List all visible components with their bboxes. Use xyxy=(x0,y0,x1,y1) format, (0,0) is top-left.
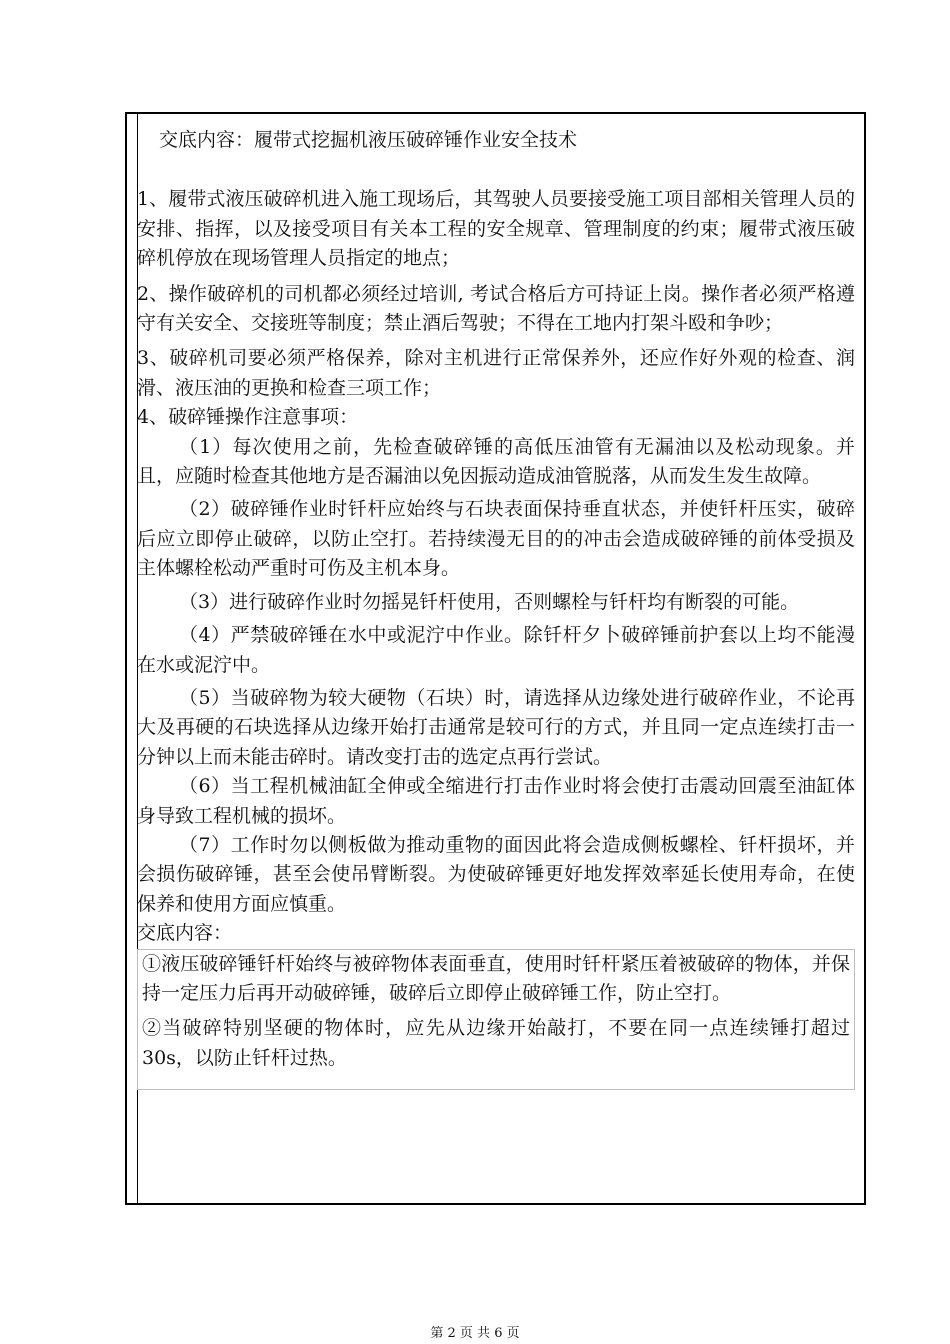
subitem-4: （4）严禁破碎锤在水中或泥泞中作业。除钎杆夕卜破碎锤前护套以上均不能漫在水或泥泞中。 xyxy=(137,624,855,676)
section2-label: 交底内容： xyxy=(137,922,233,945)
subitem-6: （6）当工程机械油缸全伸或全缩进行打击作业时将会使打击震动回震至油缸体身导致工程机械的损坏。 xyxy=(137,775,855,827)
item-3: 3、破碎机司要必须严格保养，除对主机进行正常保养外，还应作好外观的检查、润滑、液压油的更换和检查三项工作； xyxy=(137,347,855,399)
boxed-item-1: ①液压破碎锤钎杆始终与被碎物体表面垂直，使用时钎杆紧压着被破碎的物体，并保持一定压力后再开动破碎锤，破碎后立即停止破碎锤工作，防止空打。 xyxy=(142,952,850,1004)
item-1: 1、履带式液压破碎机进入施工现场后，其驾驶人员要接受施工项目部相关管理人员的安排、指挥，以及接受项目有关本工程的安全规章、管理制度的约束；履带式液压破碎机停放在现场管理人员指定的地点； xyxy=(137,188,855,270)
section-title: 交底内容：履带式挖掘机液压破碎锤作业安全技术 xyxy=(159,129,578,151)
subitem-1: （1）每次使用之前，先检查破碎锤的高低压油管有无漏油以及松动现象。并且，应随时检查其他地方是否漏油以免因振动造成油管脱落，从而发生发生故障。 xyxy=(137,435,855,488)
content-table-frame xyxy=(125,112,866,1205)
content-cell xyxy=(137,126,855,1090)
item-4: 4、破碎锤操作注意事项： xyxy=(137,406,359,429)
page-footer: 第 2 页 共 6 页 xyxy=(430,1326,520,1341)
item-2: 2、操作破碎机的司机都必须经过培训, 考试合格后方可持证上岗。操作者必须严格遵守有关安全、交接班等制度；禁止酒后驾驶；不得在工地内打架斗殴和争吵； xyxy=(137,282,855,335)
subitem-7: （7）工作时勿以侧板做为推动重物的面因此将会造成侧板螺栓、钎杆损坏，并会损伤破碎锤，甚至会使吊臂断裂。为使破碎锤更好地发挥效率延长使用寿命，在使保养和使用方面应慎重。 xyxy=(137,833,855,915)
subitem-5: （5）当破碎物为较大硬物（石块）时，请选择从边缘处进行破碎作业，不论再大及再硬的石块选择从边缘开始打击通常是较可行的方式，并且同一定点连续打击一分钟以上而未能击碎时。请改变打击的选定点再行尝试。 xyxy=(137,686,855,768)
boxed-item-2: ②当破碎特别坚硬的物体时，应先从边缘开始敲打，不要在同一点连续锤打超过 30s，以防止钎杆过热。 xyxy=(142,1017,850,1069)
subitem-2: （2）破碎锤作业时钎杆应始终与石块表面保持垂直状态，并使钎杆压实，破碎后应立即停止破碎，以防止空打。若持续漫无目的的冲击会造成破碎锤的前体受损及主体螺栓松动严重时可伤及主机本身。 xyxy=(137,498,855,580)
boxed-points xyxy=(137,949,855,1091)
subitem-3: （3）进行破碎作业时勿摇晃钎杆使用，否则螺栓与钎杆均有断裂的可能。 xyxy=(179,590,800,613)
